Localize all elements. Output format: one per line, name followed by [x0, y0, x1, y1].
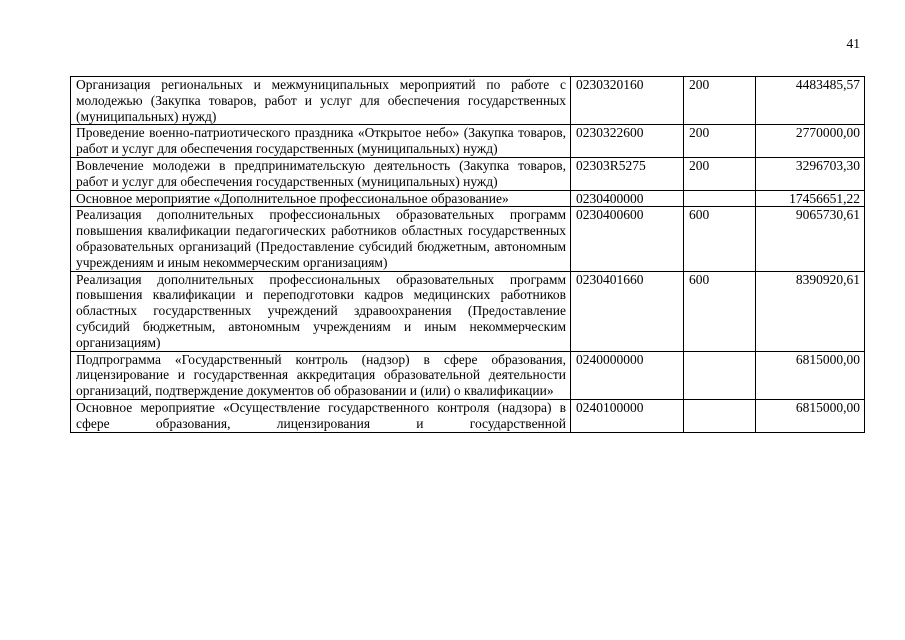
row-code: 0230400000 — [571, 190, 684, 207]
row-expense-type: 200 — [684, 77, 756, 125]
row-amount: 9065730,61 — [756, 207, 865, 271]
row-expense-type: 600 — [684, 271, 756, 351]
row-amount: 3296703,30 — [756, 157, 865, 190]
row-expense-type: 200 — [684, 125, 756, 158]
table-row — [71, 190, 865, 207]
row-expense-type — [684, 190, 756, 207]
row-code: 0230401660 — [571, 271, 684, 351]
row-code: 0240000000 — [571, 351, 684, 399]
row-name: Вовлечение молодежи в предпринимательскую деятельность (Закупка товаров, работ и услуг для обеспечения государственных (муниципальных) нужд) — [71, 157, 571, 190]
row-name: Проведение военно-патриотического праздника «Открытое небо» (Закупка товаров, работ и услуг для обеспечения государственных (муниципальных) нужд) — [71, 125, 571, 158]
row-code: 0240100000 — [571, 399, 684, 432]
row-expense-type: 200 — [684, 157, 756, 190]
table-row — [71, 207, 865, 271]
budget-table — [70, 76, 865, 433]
row-name: Организация региональных и межмуниципальных мероприятий по работе с молодежью (Закупка товаров, работ и услуг для обеспечения государственных (муниципальных) нужд) — [71, 77, 571, 125]
page-number: 41 — [846, 36, 860, 51]
row-amount: 6815000,00 — [756, 351, 865, 399]
row-expense-type: 600 — [684, 207, 756, 271]
row-name: Реализация дополнительных профессиональных образовательных программ повышения квалификации и переподготовки кадров медицинских работников областных государственных учреждений здравоохранения (Предоставление субсидий бюджетным, автономным учреждениям и иным некоммерческим организациям) — [71, 271, 571, 351]
row-expense-type — [684, 351, 756, 399]
row-name: Реализация дополнительных профессиональных образовательных программ повышения квалификации педагогических работников областных государственных образовательных организаций (Предоставление субсидий бюджетным, автономным учреждениям и иным некоммерческим организациям) — [71, 207, 571, 271]
row-name: Основное мероприятие «Осуществление государственного контроля (надзора) в сфере образования, лицензирования и государственной — [71, 399, 571, 432]
row-amount: 6815000,00 — [756, 399, 865, 432]
row-code: 0230322600 — [571, 125, 684, 158]
row-code: 0230400600 — [571, 207, 684, 271]
row-name: Основное мероприятие «Дополнительное профессиональное образование» — [71, 190, 571, 207]
row-name: Подпрограмма «Государственный контроль (надзор) в сфере образования, лицензирование и государственная аккредитация образовательной деятельности организаций, подтверждение документов об образовании и (или) о квалификации» — [71, 351, 571, 399]
row-code: 0230320160 — [571, 77, 684, 125]
row-code: 02303R5275 — [571, 157, 684, 190]
row-amount: 4483485,57 — [756, 77, 865, 125]
row-amount: 17456651,22 — [756, 190, 865, 207]
table-row — [71, 271, 865, 351]
row-expense-type — [684, 399, 756, 432]
table-row — [71, 157, 865, 190]
table-row — [71, 77, 865, 125]
table-row — [71, 125, 865, 158]
row-amount: 8390920,61 — [756, 271, 865, 351]
row-amount: 2770000,00 — [756, 125, 865, 158]
table-row — [71, 351, 865, 399]
table-row — [71, 399, 865, 432]
